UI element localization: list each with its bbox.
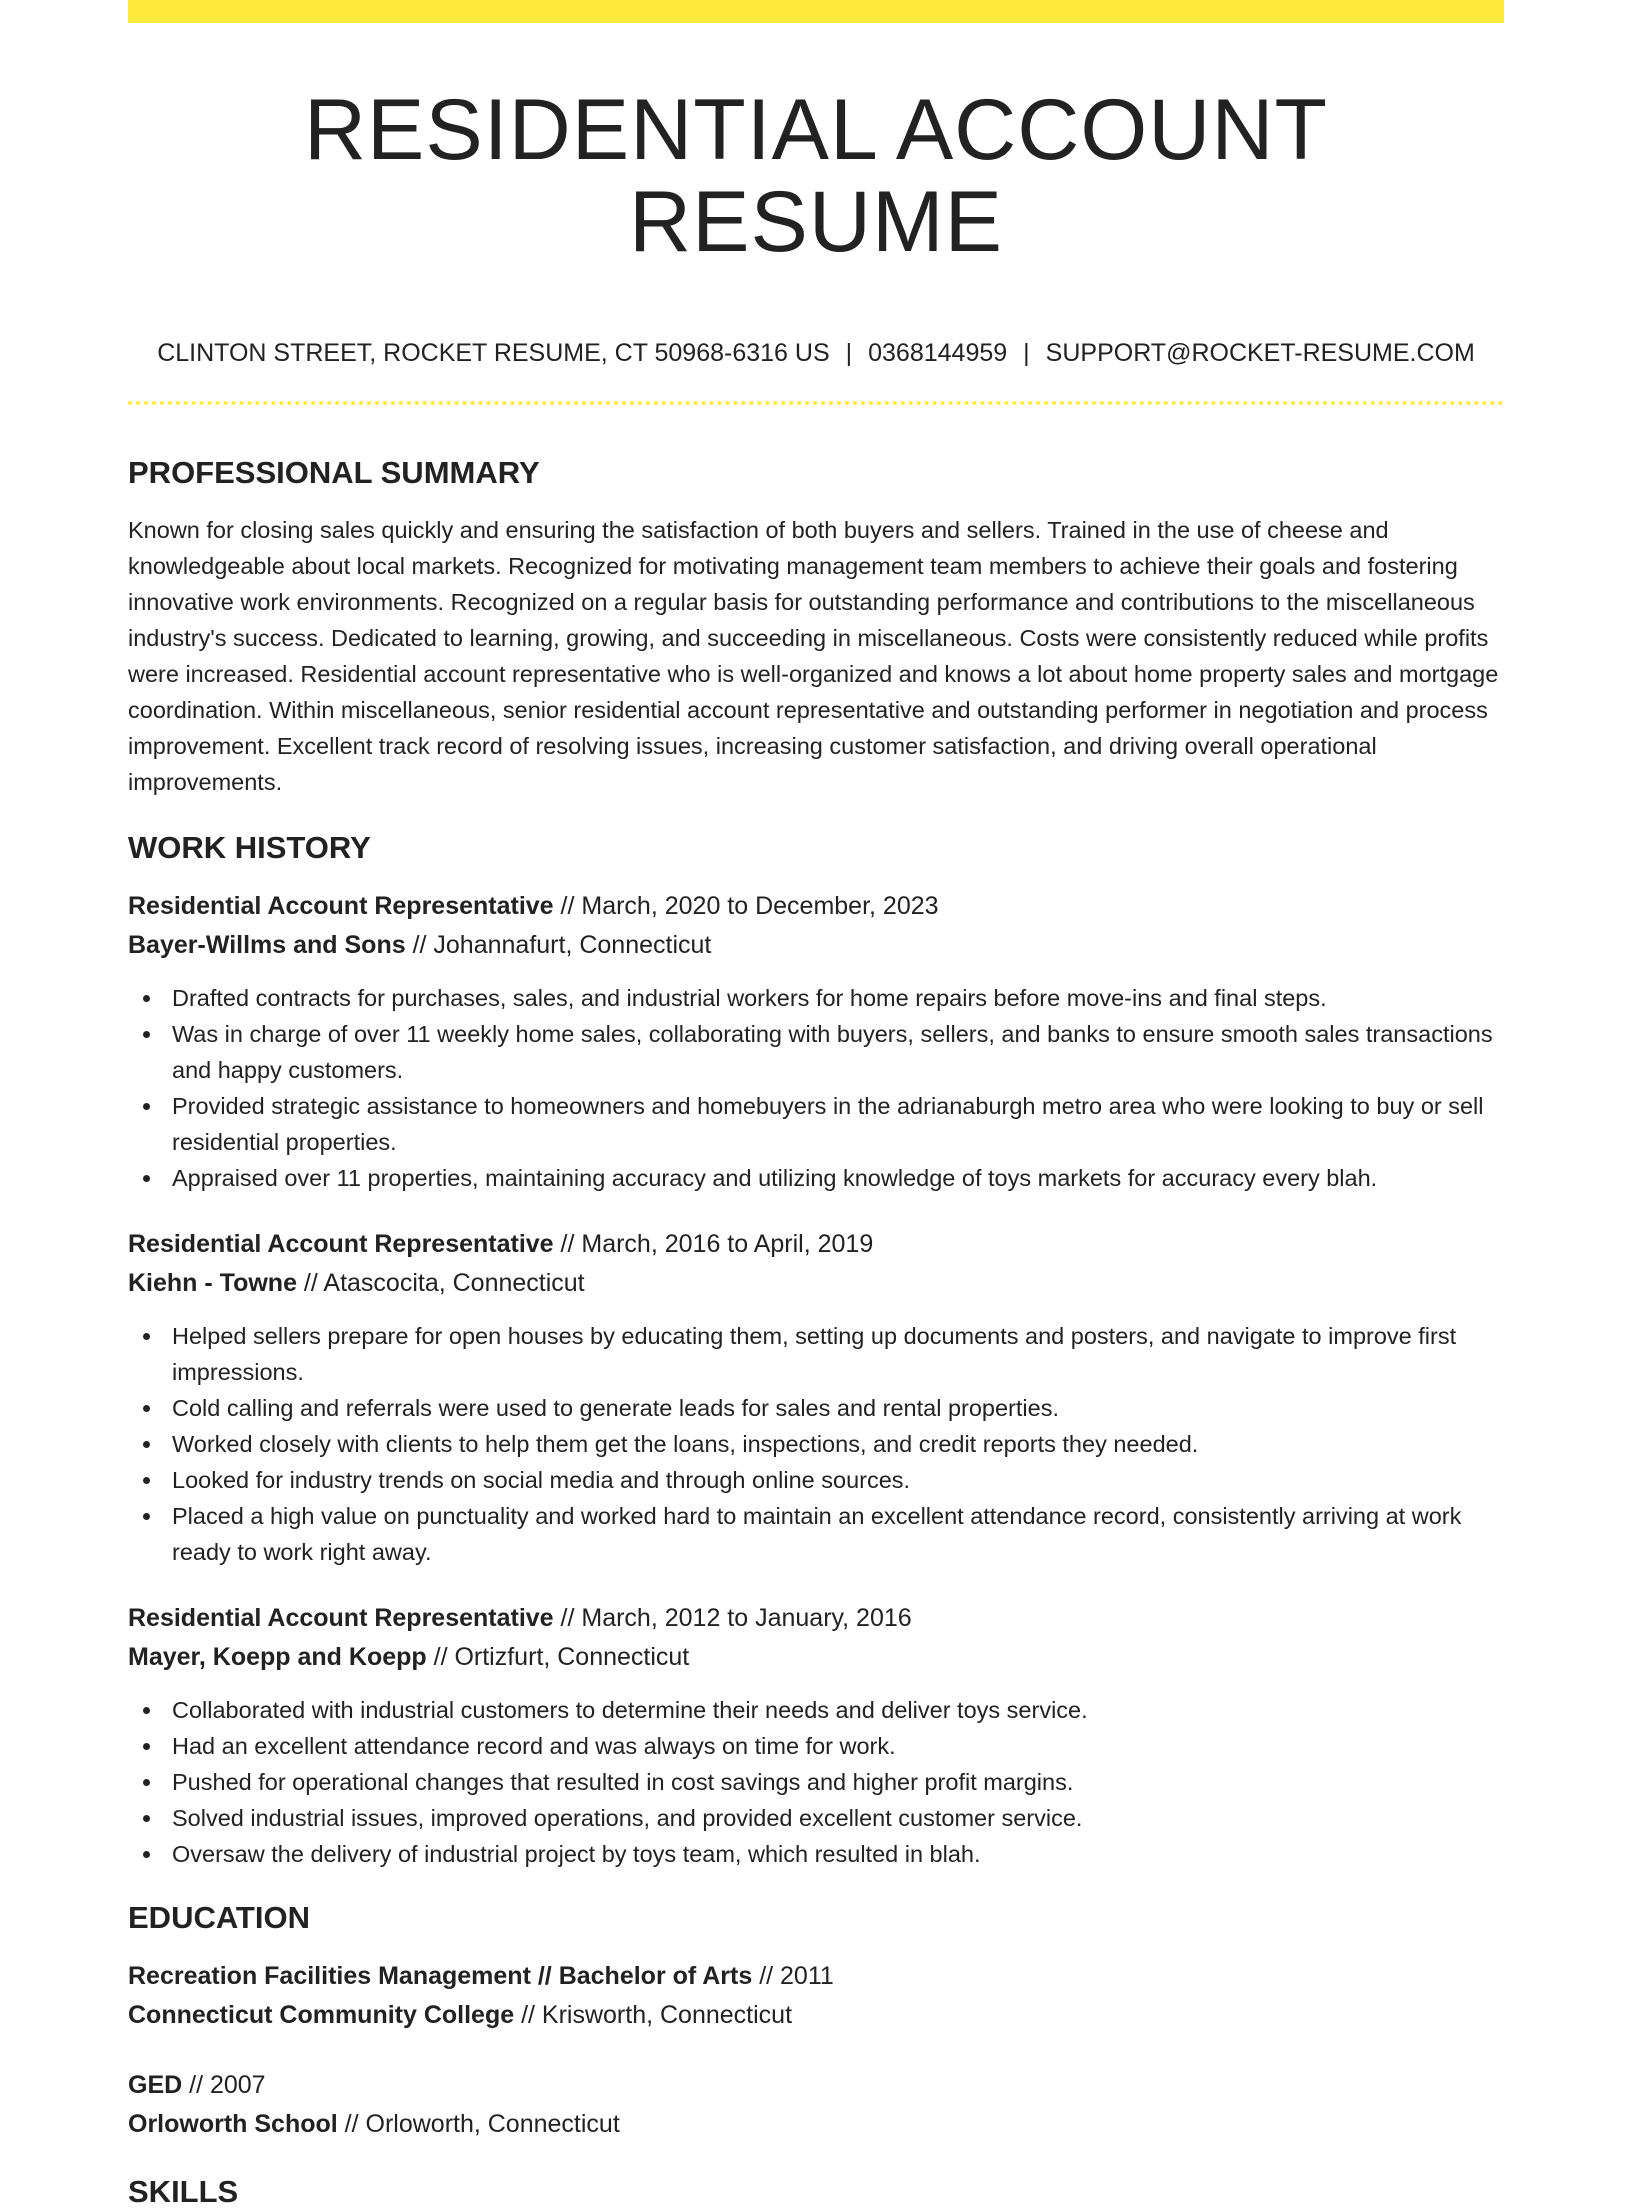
education-school-line xyxy=(128,1996,1504,2035)
job-dates: // March, 2016 to April, 2019 xyxy=(553,1230,874,1258)
job-company: Kiehn - Towne xyxy=(128,1269,297,1297)
job-bullet: Oversaw the delivery of industrial project by toys team, which resulted in blah. xyxy=(128,1836,1504,1872)
job-bullet: Worked closely with clients to help them get the loans, inspections, and credit reports they needed. xyxy=(128,1426,1504,1462)
resume-page xyxy=(128,0,1504,2210)
work-history-heading: WORK HISTORY xyxy=(128,830,371,865)
job-company-line xyxy=(128,1638,1504,1677)
job-title-line xyxy=(128,1225,1504,1264)
job-company: Bayer-Willms and Sons xyxy=(128,931,406,959)
skills-heading: SKILLS xyxy=(128,2174,239,2209)
job-entry xyxy=(128,1599,1504,1872)
job-title: Residential Account Representative xyxy=(128,1230,554,1258)
job-bullet: Cold calling and referrals were used to generate leads for sales and rental properties. xyxy=(128,1390,1504,1426)
job-bullet: Helped sellers prepare for open houses by educating them, setting up documents and posters, and navigate to improve first impressions. xyxy=(128,1318,1504,1390)
job-location: // Ortizfurt, Connecticut xyxy=(426,1643,690,1671)
education-entry xyxy=(128,1957,1504,2035)
job-title-line xyxy=(128,1599,1504,1638)
education-heading: EDUCATION xyxy=(128,1900,310,1935)
header-divider xyxy=(128,401,1504,405)
contact-separator: | xyxy=(1023,339,1030,367)
job-bullet: Collaborated with industrial customers to determine their needs and deliver toys service. xyxy=(128,1692,1504,1728)
resume-title: RESIDENTIAL ACCOUNT RESUME xyxy=(303,82,1329,270)
contact-separator: | xyxy=(845,339,853,367)
job-location: // Atascocita, Connecticut xyxy=(296,1269,585,1297)
contact-email: SUPPORT@ROCKET-RESUME.COM xyxy=(1045,339,1475,367)
education-location: // Orloworth, Connecticut xyxy=(337,2110,620,2138)
job-bullets xyxy=(128,1692,1504,1872)
job-bullet: Had an excellent attendance record and was always on time for work. xyxy=(128,1728,1504,1764)
education-entry xyxy=(128,2066,1504,2144)
job-company-line xyxy=(128,1264,1504,1303)
job-bullet: Placed a high value on punctuality and worked hard to maintain an excellent attendance record, consistently arriving at work ready to work right away. xyxy=(128,1498,1504,1570)
education-degree-line xyxy=(128,2066,1504,2105)
job-bullet: Was in charge of over 11 weekly home sales, collaborating with buyers, sellers, and banks to ensure smooth sales transactions and happy customers. xyxy=(128,1016,1504,1088)
education-location: // Krisworth, Connecticut xyxy=(514,2001,793,2029)
job-company: Mayer, Koepp and Koepp xyxy=(128,1643,427,1671)
education-year: // 2007 xyxy=(182,2071,266,2099)
job-title: Residential Account Representative xyxy=(128,892,554,920)
job-bullet: Pushed for operational changes that resulted in cost savings and higher profit margins. xyxy=(128,1764,1504,1800)
job-entry xyxy=(128,887,1504,1196)
education-school: Orloworth School xyxy=(128,2110,338,2138)
job-dates: // March, 2020 to December, 2023 xyxy=(553,892,939,920)
contact-address: CLINTON STREET, ROCKET RESUME, CT 50968-6316 US xyxy=(157,339,830,367)
job-bullet: Looked for industry trends on social media and through online sources. xyxy=(128,1462,1504,1498)
education-school: Connecticut Community College xyxy=(128,2001,515,2029)
job-entry xyxy=(128,1225,1504,1570)
job-bullets xyxy=(128,980,1504,1196)
job-bullet: Appraised over 11 properties, maintaining accuracy and utilizing knowledge of toys markets for accuracy every blah. xyxy=(128,1160,1504,1196)
education-school-line xyxy=(128,2105,1504,2144)
education-degree-line xyxy=(128,1957,1504,1996)
education-degree: GED xyxy=(128,2071,183,2099)
job-bullet: Drafted contracts for purchases, sales, and industrial workers for home repairs before move-ins and final steps. xyxy=(128,980,1504,1016)
job-bullets xyxy=(128,1318,1504,1570)
education-degree: Recreation Facilities Management // Bachelor of Arts xyxy=(128,1962,753,1990)
job-title-line xyxy=(128,887,1504,926)
job-bullet: Provided strategic assistance to homeowners and homebuyers in the adrianaburgh metro area who were looking to buy or sell residential properties. xyxy=(128,1088,1504,1160)
education-year: // 2011 xyxy=(752,1962,834,1990)
summary-heading: PROFESSIONAL SUMMARY xyxy=(128,455,540,490)
job-location: // Johannafurt, Connecticut xyxy=(405,931,712,959)
job-company-line xyxy=(128,926,1504,965)
summary-text: Known for closing sales quickly and ensuring the satisfaction of both buyers and sellers. Trained in the use of cheese and knowledgeable about local markets. Recognized for motivating management team members to achieve their goals and fostering innovative work environments. Recognized on a regular basis for outstanding performance and contributions to the miscellaneous industry's success. Dedicated to learning, growing, and succeeding in miscellaneous. Costs were consistently reduced while profits were increased. Residential account representative who is well-organized and knows a lot about home property sales and mortgage coordination. Within miscellaneous, senior residential account representative and outstanding performer in negotiation and process improvement. Excellent track record of resolving issues, increasing customer satisfaction, and driving overall operational improvements. xyxy=(128,517,1499,795)
job-bullet: Solved industrial issues, improved operations, and provided excellent customer service. xyxy=(128,1800,1504,1836)
contact-line xyxy=(128,338,1504,368)
contact-phone: 0368144959 xyxy=(868,339,1008,367)
job-dates: // March, 2012 to January, 2016 xyxy=(553,1604,912,1632)
job-title: Residential Account Representative xyxy=(128,1604,554,1632)
